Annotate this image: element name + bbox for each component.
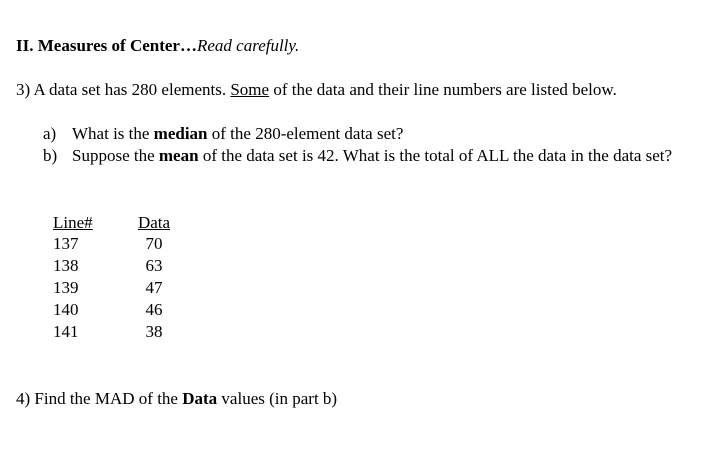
line-number-cell: 137 bbox=[53, 234, 79, 253]
question-4-before: 4) Find the MAD of the bbox=[16, 389, 183, 408]
part-b-before: Suppose the bbox=[72, 146, 159, 165]
part-b-letter: b) bbox=[43, 146, 58, 165]
line-number-header: Line# bbox=[53, 213, 93, 232]
line-number-cell: 139 bbox=[53, 278, 79, 297]
line-number-cell: 141 bbox=[53, 322, 79, 341]
question-4-bold: Data bbox=[182, 389, 218, 408]
line-number-cell: 140 bbox=[53, 300, 79, 319]
part-a-bold: median bbox=[153, 124, 208, 143]
data-cell: 70 bbox=[145, 234, 163, 253]
part-a-text bbox=[72, 123, 724, 144]
data-cell: 63 bbox=[145, 256, 163, 275]
part-b-bold: mean bbox=[158, 146, 199, 165]
section-heading bbox=[16, 35, 299, 56]
part-a-after: of the 280-element data set? bbox=[207, 124, 404, 143]
question-4 bbox=[16, 388, 337, 409]
section-heading-note: Read carefully. bbox=[196, 36, 300, 55]
data-cell: 38 bbox=[145, 322, 163, 341]
part-a-before: What is the bbox=[72, 124, 154, 143]
line-number-cell: 138 bbox=[53, 256, 79, 275]
question-3-prefix: 3) A data set has 280 elements. bbox=[16, 80, 231, 99]
data-cell: 46 bbox=[145, 300, 163, 319]
part-b-after: of the data set is 42. What is the total of ALL the data in the data set? bbox=[198, 146, 673, 165]
question-4-after: values (in part b) bbox=[217, 389, 338, 408]
section-heading-title: II. Measures of Center… bbox=[16, 36, 197, 55]
part-a-letter: a) bbox=[43, 124, 57, 143]
question-3-suffix: of the data and their line numbers are listed below. bbox=[269, 80, 617, 99]
data-cell: 47 bbox=[145, 278, 163, 297]
part-b-text bbox=[72, 145, 724, 167]
question-3-emphasis: Some bbox=[230, 80, 270, 99]
question-3 bbox=[16, 79, 617, 100]
data-header: Data bbox=[137, 213, 171, 232]
